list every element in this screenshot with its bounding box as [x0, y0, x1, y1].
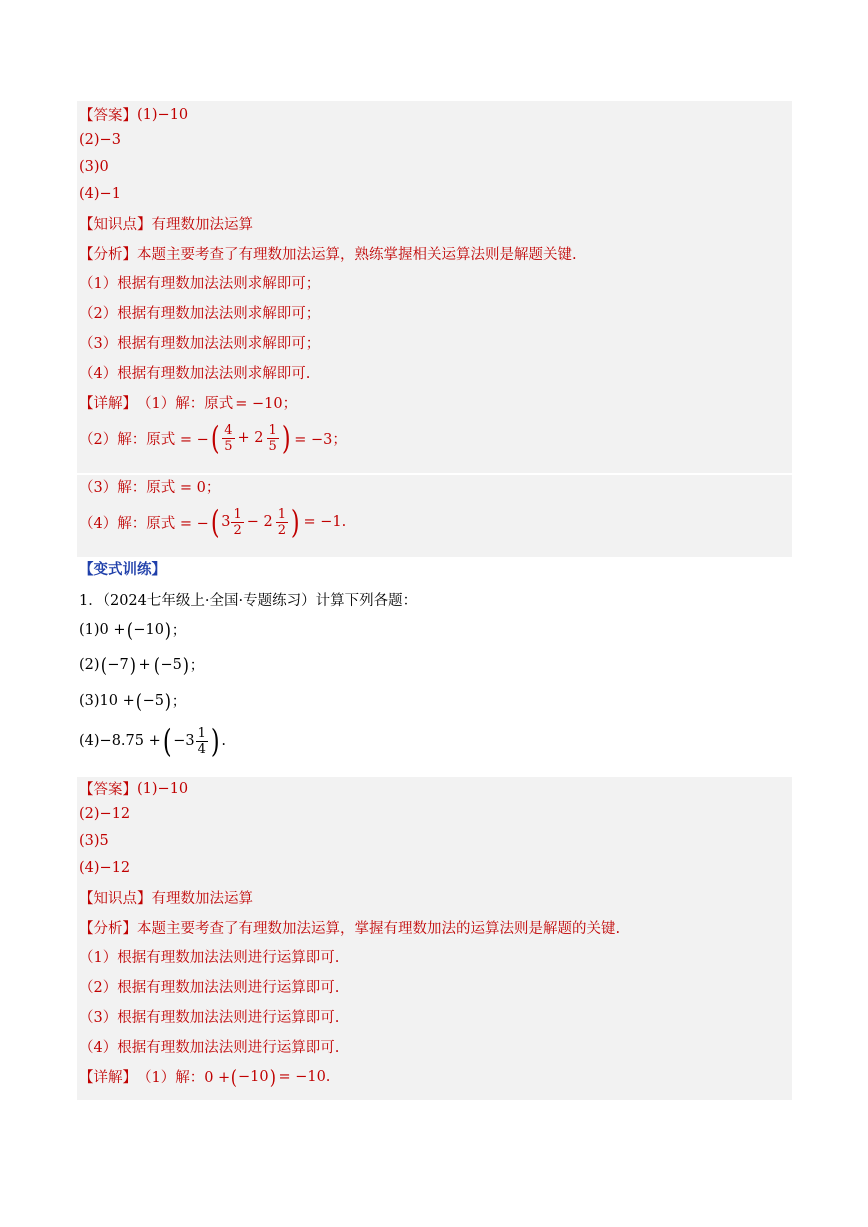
analysis-line — [79, 917, 620, 938]
left-paren: ( — [162, 722, 172, 760]
left-paren: ( — [126, 617, 133, 642]
left-paren: ( — [135, 688, 142, 713]
step-text: （1）根据有理数加法法则进行运算即可. — [79, 950, 340, 966]
question-text: . — [221, 733, 226, 749]
fraction-denominator: 5 — [268, 438, 277, 454]
step-text: （2）根据有理数加法法则进行运算即可. — [79, 980, 340, 996]
fraction — [231, 507, 243, 538]
left-paren: ( — [153, 652, 160, 677]
left-paren: ( — [210, 503, 220, 541]
answer-line-3 — [79, 833, 109, 849]
detail-text: （1）解：原式 — [137, 396, 234, 412]
left-paren: ( — [231, 1064, 238, 1089]
right-paren: ) — [281, 419, 291, 457]
answer-label: 【答案】 — [79, 108, 137, 124]
step-line — [79, 362, 310, 383]
detail-line-3 — [79, 476, 220, 497]
fraction — [267, 423, 279, 454]
analysis-text: 本题主要考查了有理数加法运算，掌握有理数加法的运算法则是解题的关键. — [137, 921, 621, 937]
right-paren: ) — [290, 503, 300, 541]
right-paren: ) — [164, 688, 171, 713]
answer-line-1 — [79, 778, 188, 799]
knowledge-text: 有理数加法运算 — [151, 217, 253, 233]
knowledge-line — [79, 887, 253, 908]
answer-line-3 — [79, 159, 109, 175]
fraction-denominator: 2 — [277, 522, 287, 538]
fraction-denominator: 2 — [233, 522, 242, 538]
detail-label: 【详解】 — [79, 396, 137, 412]
fraction-numerator: 1 — [233, 506, 242, 522]
answer-value: (2)−12 — [79, 806, 131, 822]
step-text: （4）根据有理数加法法则求解即可. — [79, 366, 311, 382]
detail-result: = −10； — [235, 396, 298, 412]
step-text: （4）根据有理数加法法则进行运算即可. — [79, 1040, 340, 1056]
left-paren: ( — [210, 419, 220, 457]
step-line — [79, 302, 320, 323]
detail-text: （3）解：原式 = 0； — [79, 480, 221, 496]
question-text: ； — [189, 658, 205, 674]
question-text: ； — [171, 694, 187, 710]
detail-result: = −1. — [303, 514, 347, 530]
question-item-4 — [79, 722, 226, 760]
question-text: −3 — [173, 733, 195, 749]
knowledge-label: 【知识点】 — [79, 217, 152, 233]
answer-line-2 — [79, 806, 130, 822]
knowledge-line — [79, 213, 253, 234]
fraction-numerator: 1 — [268, 422, 277, 438]
step-line — [79, 1006, 339, 1027]
step-text: （3）根据有理数加法法则求解即可； — [79, 336, 321, 352]
detail-label: 【详解】 — [79, 1070, 137, 1086]
right-paren: ) — [182, 652, 189, 677]
answer-value: (3)0 — [79, 159, 109, 175]
detail-text: （2）解：原式 = − — [79, 431, 209, 448]
answer-value: (4)−1 — [79, 186, 121, 202]
answer-line-4 — [79, 860, 130, 876]
operator: − 2 — [246, 514, 273, 530]
step-line — [79, 332, 320, 353]
answer-value: (4)−12 — [79, 860, 131, 876]
question-item-1 — [79, 619, 186, 640]
question-text: −7 — [107, 656, 129, 673]
analysis-line — [79, 243, 577, 264]
right-paren: ) — [269, 1064, 276, 1089]
question-text: −5 — [142, 692, 164, 709]
answer-value: (3)5 — [79, 833, 109, 849]
operator: + — [138, 656, 151, 673]
fraction — [276, 507, 288, 538]
detail-result: = −10. — [278, 1068, 331, 1085]
analysis-text: 本题主要考查了有理数加法运算，熟练掌握相关运算法则是解题关键. — [137, 247, 577, 263]
question-text: −10 — [133, 621, 164, 638]
step-text: （1）根据有理数加法法则求解即可； — [79, 276, 321, 292]
fraction-numerator: 1 — [197, 725, 206, 741]
detail-text: （4）解：原式 = − — [79, 515, 209, 532]
step-line — [79, 976, 339, 997]
left-paren: ( — [100, 652, 107, 677]
fraction-denominator: 4 — [197, 741, 206, 757]
detail-line-1 — [79, 1066, 332, 1087]
detail-line-2 — [79, 419, 349, 457]
question-text: (1)0 + — [79, 621, 126, 638]
question-text: ； — [171, 623, 187, 639]
detail-text: −10 — [238, 1068, 269, 1085]
step-text: （2）根据有理数加法法则求解即可； — [79, 306, 321, 322]
section-heading: 【变式训练】 — [79, 561, 166, 578]
step-line — [79, 946, 339, 967]
answer-line-1 — [79, 104, 188, 125]
answer-value: (1)−10 — [137, 106, 189, 123]
operator: + 2 — [237, 430, 264, 446]
question-item-2 — [79, 654, 204, 675]
fraction-numerator: 4 — [224, 422, 233, 438]
right-paren: ) — [164, 617, 171, 642]
analysis-label: 【分析】 — [79, 921, 137, 937]
fraction-denominator: 5 — [224, 438, 233, 454]
detail-line-4 — [79, 503, 348, 541]
answer-line-4 — [79, 186, 121, 202]
answer-value: (2)−3 — [79, 132, 121, 148]
detail-result: = −3； — [294, 431, 347, 448]
question-text: (3)10 + — [79, 692, 135, 709]
answer-value: (1)−10 — [137, 780, 189, 797]
question-text: (2) — [79, 656, 100, 673]
step-line — [79, 1036, 339, 1057]
question-text: (4)−8.75 + — [79, 733, 161, 749]
knowledge-text: 有理数加法运算 — [151, 891, 253, 907]
question-text: −5 — [160, 656, 182, 673]
question-intro: 1．（2024七年级上·全国·专题练习）计算下列各题： — [79, 593, 418, 609]
fraction — [222, 423, 234, 454]
answer-label: 【答案】 — [79, 782, 137, 798]
right-paren: ) — [129, 652, 136, 677]
detail-line-1 — [79, 392, 299, 413]
step-line — [79, 272, 320, 293]
analysis-label: 【分析】 — [79, 247, 137, 263]
answer-line-2 — [79, 132, 121, 148]
fraction-numerator: 1 — [277, 506, 287, 522]
step-text: （3）根据有理数加法法则进行运算即可. — [79, 1010, 340, 1026]
mixed-whole: 3 — [221, 514, 231, 530]
right-paren: ) — [210, 722, 220, 760]
detail-text: （1）解：0 + — [137, 1070, 231, 1086]
question-item-3 — [79, 690, 186, 711]
knowledge-label: 【知识点】 — [79, 891, 152, 907]
fraction — [196, 726, 208, 757]
